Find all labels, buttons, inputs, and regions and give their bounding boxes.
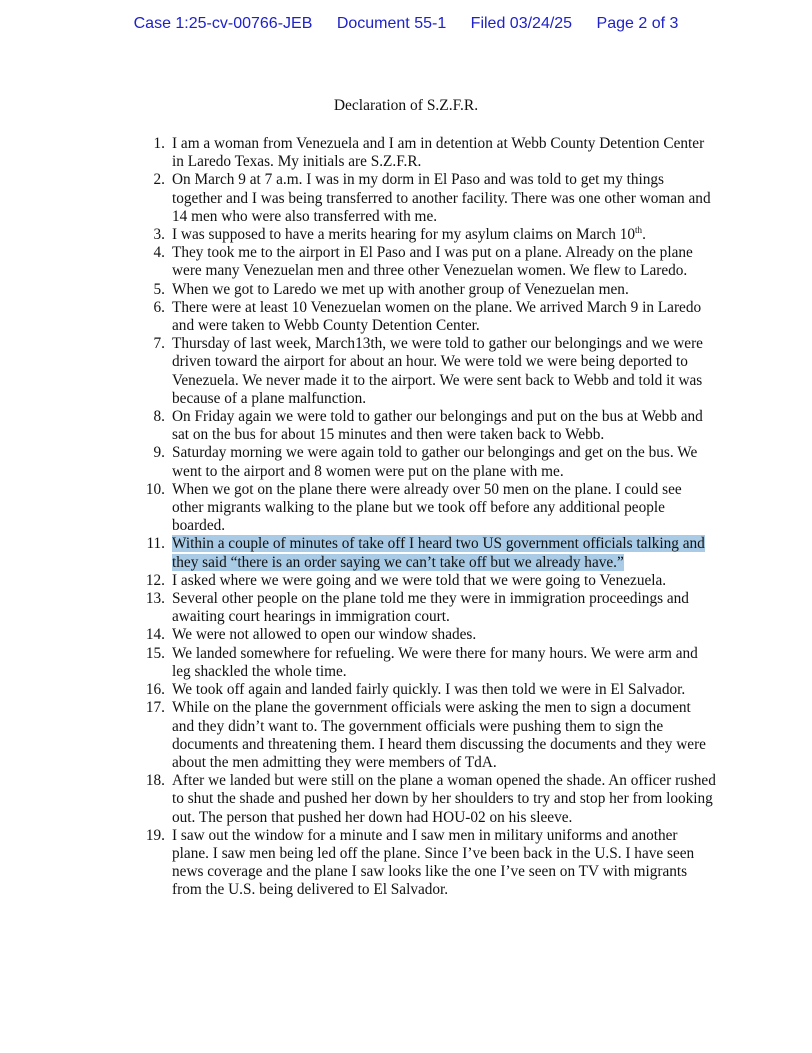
list-item	[136, 135, 716, 171]
item-text: They took me to the airport in El Paso and I was put on a plane. Already on the plane were many Venezuelan men and three other Venezuelan women. We flew to Laredo.	[172, 244, 693, 280]
item-number: 10.	[145, 480, 165, 498]
list-item	[136, 481, 716, 536]
item-number: 19.	[145, 826, 165, 844]
item-number: 7.	[153, 335, 165, 353]
item-number: 15.	[145, 644, 165, 662]
list-item	[136, 626, 716, 644]
item-number: 12.	[145, 571, 165, 589]
item-text: We landed somewhere for refueling. We were there for many hours. We were arm and leg shackled the whole time.	[172, 644, 698, 680]
item-number: 8.	[153, 408, 165, 426]
item-text: We took off again and landed fairly quickly. I was then told we were in El Salvador.	[172, 681, 686, 699]
filed-date: Filed 03/24/25	[470, 15, 573, 32]
item-number: 17.	[145, 699, 165, 717]
item-text: After we landed but were still on the plane a woman opened the shade. An officer rushed to shut the shade and pushed her down by her shoulders to try and stop her from looking out. The person that pushed her down had HOU-02 on his sleeve.	[172, 772, 716, 826]
item-text: I saw out the window for a minute and I saw men in military uniforms and another plane. I saw men being led off the plane. Since I’ve been back in the U.S. I have seen news coverage and the plane I saw looks like the one I’ve seen on TV with migrants from the U.S. being delivered to El Salvador.	[172, 826, 695, 899]
item-text: Thursday of last week, March13th, we were told to gather our belongings and we were driven toward the airport for about an hour. We were told we were being deported to Venezuela. We never made it to the airport. We were sent back to Webb and told it was because of a plane malfunction.	[172, 335, 703, 407]
item-text: We were not allowed to open our window shades.	[172, 626, 477, 644]
item-text: I am a woman from Venezuela and I am in detention at Webb County Detention Center in Laredo Texas. My initials are S.Z.F.R.	[172, 135, 705, 171]
list-item	[136, 335, 716, 408]
list-item	[136, 444, 716, 480]
item-text: When we got on the plane there were already over 50 men on the plane. I could see other migrants walking to the plane but we took off before any additional people boarded.	[172, 480, 682, 535]
list-item	[136, 699, 716, 772]
item-number: 13.	[145, 590, 165, 608]
item-text: Several other people on the plane told me they were in immigration proceedings and awaiting court hearings in immigration court.	[172, 590, 689, 626]
list-item	[136, 590, 716, 626]
document-number: Document 55-1	[336, 15, 447, 32]
list-item	[136, 299, 716, 335]
declaration-list	[136, 135, 716, 900]
item-text: While on the plane the government officials were asking the men to sign a document and they didn’t want to. The government officials were pushing them to sign the documents and threatening them. I heard them discussing the documents and they were about the men admitting they were members of TdA.	[172, 699, 706, 771]
list-item	[136, 171, 716, 226]
highlighted-text[interactable]: Within a couple of minutes of take off I heard two US government officials talking and they said “there is an order saying we can’t take off but we already have.”	[172, 535, 705, 571]
item-number: 3.	[153, 226, 165, 244]
item-number: 9.	[153, 444, 165, 462]
case-header	[0, 15, 812, 33]
item-number: 2.	[153, 171, 165, 189]
list-item	[136, 572, 716, 590]
item-text: I asked where we were going and we were told that we were going to Venezuela.	[172, 571, 667, 589]
item-number: 4.	[153, 244, 165, 262]
item-number: 5.	[153, 280, 165, 298]
item-text-end: .	[642, 226, 646, 244]
page-indicator: Page 2 of 3	[596, 15, 679, 32]
item-number: 1.	[153, 135, 165, 152]
list-item	[136, 226, 716, 244]
item-text: When we got to Laredo we met up with another group of Venezuelan men.	[172, 280, 629, 298]
item-number: 11.	[146, 535, 165, 553]
list-item	[136, 827, 716, 900]
ordinal-suffix: th	[635, 224, 643, 235]
item-text: On Friday again we were told to gather our belongings and put on the bus at Webb and sat on the bus for about 15 minutes and then were taken back to Webb.	[172, 408, 703, 444]
item-text: Saturday morning we were again told to gather our belongings and get on the bus. We went to the airport and 8 women were put on the plane with me.	[172, 444, 698, 480]
list-item	[136, 244, 716, 280]
item-number: 18.	[145, 772, 165, 790]
list-item	[136, 772, 716, 827]
list-item	[136, 645, 716, 681]
item-text: On March 9 at 7 a.m. I was in my dorm in El Paso and was told to get my things together and I was being transferred to another facility. There was one other woman and 14 men who were also transferred with me.	[172, 171, 711, 225]
item-number: 6.	[153, 298, 165, 316]
item-number: 14.	[145, 626, 165, 644]
highlighted-list-item	[136, 535, 716, 571]
page-title: Declaration of S.Z.F.R.	[333, 97, 479, 114]
list-item	[136, 408, 716, 444]
list-item	[136, 281, 716, 299]
case-number: Case 1:25-cv-00766-JEB	[133, 15, 313, 32]
item-text: I was supposed to have a merits hearing for my asylum claims on March 10	[172, 226, 636, 244]
item-number: 16.	[145, 681, 165, 699]
item-text: There were at least 10 Venezuelan women on the plane. We arrived March 9 in Laredo and were taken to Webb County Detention Center.	[172, 298, 702, 335]
list-item	[136, 681, 716, 699]
